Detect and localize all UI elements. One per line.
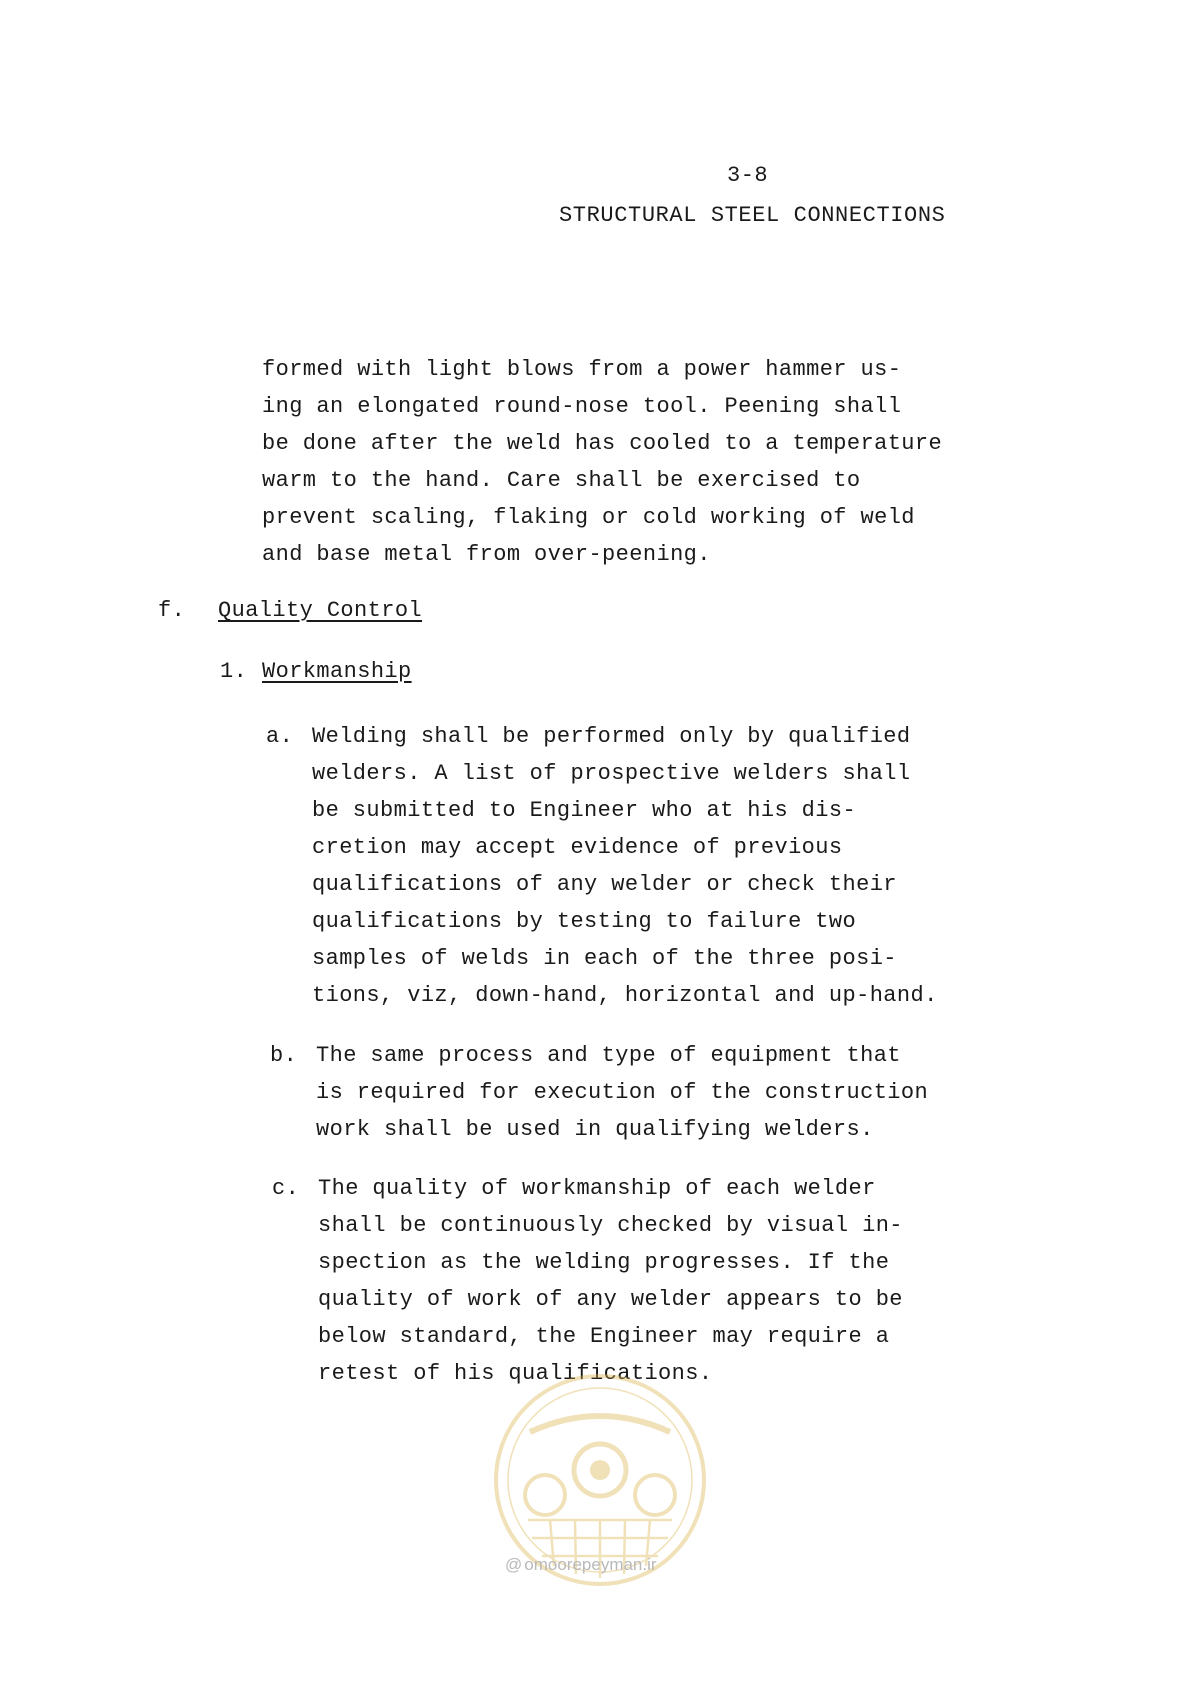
item-line: be submitted to Engineer who at his dis- [312,798,857,823]
list-item [266,718,938,1014]
paragraph-line: ing an elongated round-nose tool. Peening shall [262,394,902,419]
paragraph-line: prevent scaling, flaking or cold working of weld [262,505,915,530]
item-marker: c. [272,1176,300,1201]
watermark-caption-text: omoorepeyman.ir [524,1555,657,1574]
watermark-caption [505,1555,657,1575]
item-line: samples of welds in each of the three posi- [312,946,897,971]
page-number: 3-8 [727,163,769,188]
paragraph-line: formed with light blows from a power hammer us- [262,357,902,382]
item-line: spection as the welding progresses. If the [318,1250,890,1275]
item-line: retest of his qualifications. [318,1361,713,1386]
item-line: tions, viz, down-hand, horizontal and up-hand. [312,983,938,1008]
at-icon: @ [505,1555,523,1574]
paragraph-line: warm to the hand. Care shall be exercised to [262,468,861,493]
item-line: cretion may accept evidence of previous [312,835,843,860]
section-title: Quality Control [218,598,423,623]
item-marker: b. [270,1043,298,1068]
item-line: below standard, the Engineer may require a [318,1324,890,1349]
paragraph-line: and base metal from over-peening. [262,542,711,567]
section-label: f. [158,598,186,623]
list-item [272,1170,903,1392]
subsection-title: Workmanship [262,659,412,684]
intro-paragraph [262,351,942,573]
item-line: work shall be used in qualifying welders. [316,1117,874,1142]
item-line: welders. A list of prospective welders shall [312,761,911,786]
item-line: qualifications by testing to failure two [312,909,857,934]
section-heading [158,598,422,623]
item-marker: a. [266,724,294,749]
item-line: quality of work of any welder appears to be [318,1287,903,1312]
item-line: The same process and type of equipment that [316,1043,901,1068]
item-line: Welding shall be performed only by qualified [312,724,911,749]
paragraph-line: be done after the weld has cooled to a temperature [262,431,943,456]
page-title: STRUCTURAL STEEL CONNECTIONS [559,203,946,228]
item-line: shall be continuously checked by visual in- [318,1213,903,1238]
subsection-label: 1. [220,659,248,684]
item-line: is required for execution of the construction [316,1080,929,1105]
item-line: The quality of workmanship of each welder [318,1176,876,1201]
item-line: qualifications of any welder or check their [312,872,897,897]
subsection-heading [220,659,412,684]
list-item [270,1037,929,1148]
